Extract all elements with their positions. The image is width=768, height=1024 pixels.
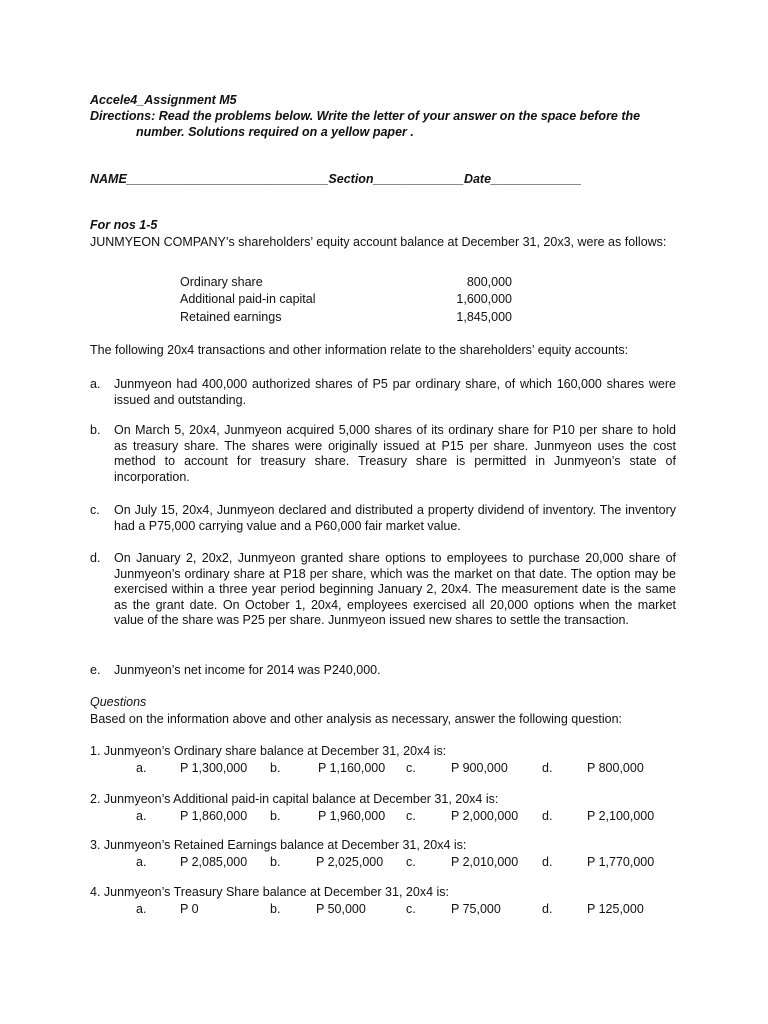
option-value: P 2,010,000	[451, 855, 519, 869]
directions-line-2: number. Solutions required on a yellow paper .	[136, 125, 414, 139]
equity-account-amount: 1,600,000	[456, 292, 512, 306]
item-letter: e.	[90, 663, 101, 677]
equity-account-name: Additional paid-in capital	[180, 292, 316, 306]
transaction-item	[90, 423, 676, 485]
equity-account-amount: 1,845,000	[456, 310, 512, 324]
option-letter: d.	[542, 809, 553, 823]
option-value: P 1,960,000	[318, 809, 386, 823]
questions-intro: Based on the information above and other analysis as necessary, answer the following question:	[90, 712, 623, 726]
option-value: P 0	[180, 902, 199, 916]
option-letter: d.	[542, 902, 553, 916]
transactions-intro: The following 20x4 transactions and other information relate to the shareholders’ equity accounts:	[90, 343, 629, 357]
option-letter: b.	[270, 809, 281, 823]
section-label: Section	[328, 172, 374, 186]
option-value: P 75,000	[451, 902, 501, 916]
transaction-item	[90, 663, 676, 679]
option-value: P 50,000	[316, 902, 366, 916]
option-letter: a.	[136, 809, 147, 823]
name-blank[interactable]: _____________________________	[126, 172, 329, 186]
questions-heading: Questions	[90, 695, 147, 709]
option-letter: a.	[136, 855, 147, 869]
option-value: P 1,300,000	[180, 761, 248, 775]
option-value: P 2,000,000	[451, 809, 519, 823]
option-value: P 125,000	[587, 902, 644, 916]
item-letter: d.	[90, 551, 101, 565]
option-value: P 2,085,000	[180, 855, 248, 869]
item-text: On July 15, 20x4, Junmyeon declared and distributed a property dividend of inventory. The inventory had a P75,000 carrying value and a P60,000 fair market value.	[114, 503, 676, 533]
option-letter: b.	[270, 902, 281, 916]
equity-row	[180, 310, 512, 328]
item-text: On March 5, 20x4, Junmyeon acquired 5,000 shares of its ordinary share for P10 per share to hold as treasury share. The shares were originally issued at P15 per share. Junmyeon uses the cost method to account for treasury share. Treasury share is permitted in Junmyeon’s state of incorporation.	[114, 423, 676, 484]
item-text: Junmyeon’s net income for 2014 was P240,000.	[114, 663, 381, 677]
option-value: P 1,860,000	[180, 809, 248, 823]
option-letter: a.	[136, 902, 147, 916]
option-value: P 1,770,000	[587, 855, 655, 869]
transaction-item	[90, 377, 676, 408]
transaction-item	[90, 503, 676, 534]
item-text: Junmyeon had 400,000 authorized shares of P5 par ordinary share, of which 160,000 shares were issued and outstanding.	[114, 377, 676, 407]
option-letter: c.	[406, 761, 416, 775]
item-text: On January 2, 20x2, Junmyeon granted share options to employees to purchase 20,000 share of Junmyeon’s ordinary share at P18 per share, which was the market on that date. The option may be exercised within a three year period beginning January 2, 20x4. The measurement date is the same as the grant date. On October 1, 20x4, employees exercised all 20,000 options when the market value of the share was P25 per share. Junmyeon issued new shares to settle the transaction.	[114, 551, 676, 627]
option-value: P 800,000	[587, 761, 644, 775]
option-value: P 1,160,000	[318, 761, 386, 775]
name-section-date-line	[90, 172, 581, 186]
question-stem: 1. Junmyeon’s Ordinary share balance at December 31, 20x4 is:	[90, 744, 447, 758]
name-label: NAME	[90, 172, 127, 186]
option-letter: b.	[270, 855, 281, 869]
date-blank[interactable]: _____________	[491, 172, 582, 186]
option-value: P 900,000	[451, 761, 508, 775]
option-value: P 2,025,000	[316, 855, 384, 869]
equity-row	[180, 292, 512, 310]
option-letter: c.	[406, 855, 416, 869]
equity-row	[180, 275, 512, 293]
section-blank[interactable]: _____________	[373, 172, 464, 186]
item-letter: c.	[90, 503, 100, 517]
option-value: P 2,100,000	[587, 809, 655, 823]
option-letter: c.	[406, 902, 416, 916]
problem-intro: JUNMYEON COMPANY’s shareholders’ equity account balance at December 31, 20x3, were as follows:	[90, 235, 667, 249]
option-letter: d.	[542, 855, 553, 869]
item-letter: b.	[90, 423, 101, 437]
equity-account-name: Retained earnings	[180, 310, 282, 324]
option-letter: a.	[136, 761, 147, 775]
option-letter: c.	[406, 809, 416, 823]
directions-line-1: Directions: Read the problems below. Write the letter of your answer on the space before the	[90, 109, 641, 123]
transaction-item	[90, 551, 676, 629]
equity-account-name: Ordinary share	[180, 275, 263, 289]
date-label: Date	[463, 172, 492, 186]
assignment-title: Accele4_Assignment M5	[90, 93, 237, 107]
question-stem: 2. Junmyeon’s Additional paid-in capital balance at December 31, 20x4 is:	[90, 792, 499, 806]
question-stem: 4. Junmyeon’s Treasury Share balance at December 31, 20x4 is:	[90, 885, 449, 899]
equity-account-amount: 800,000	[466, 275, 512, 289]
item-letter: a.	[90, 377, 101, 391]
option-letter: b.	[270, 761, 281, 775]
problem-set-heading: For nos 1-5	[90, 218, 158, 232]
question-stem: 3. Junmyeon’s Retained Earnings balance at December 31, 20x4 is:	[90, 838, 467, 852]
option-letter: d.	[542, 761, 553, 775]
